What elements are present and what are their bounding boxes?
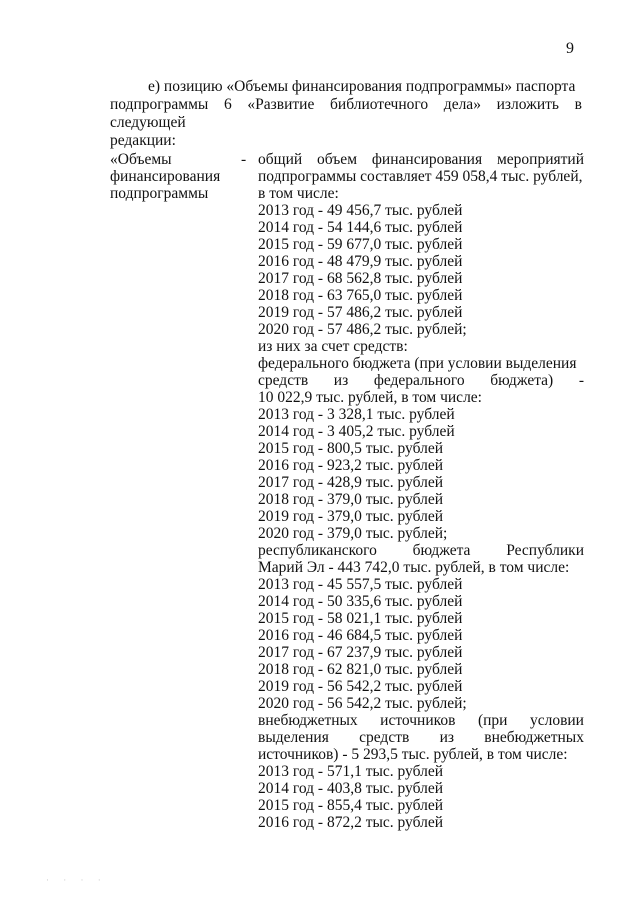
word: (при	[477, 712, 508, 729]
republic-year-line: 2015 год - 58 021,1 тыс. рублей	[258, 610, 463, 627]
extrabudget-year-line: 2013 год - 571,1 тыс. рублей	[258, 763, 444, 780]
intro-paragraph	[110, 78, 582, 150]
word: финансирования	[371, 151, 483, 168]
extrabudget-year-line: 2015 год - 855,4 тыс. рублей	[258, 797, 444, 814]
total-line-2: подпрограммы составляет 459 058,4 тыс. рублей,	[258, 168, 583, 185]
federal-line-1: федерального бюджета (при условии выделения	[258, 355, 577, 372]
word: из	[439, 729, 454, 746]
word: внебюджетных	[484, 729, 584, 746]
republic-year-line: 2018 год - 62 821,0 тыс. рублей	[258, 661, 463, 678]
word: -	[578, 372, 584, 389]
federal-year-line: 2016 год - 923,2 тыс. рублей	[258, 457, 444, 474]
republic-year-line: 2016 год - 46 684,5 тыс. рублей	[258, 627, 463, 644]
total-year-line: 2015 год - 59 677,0 тыс. рублей	[258, 236, 463, 253]
scan-specks: · · · ·	[46, 875, 107, 885]
word: федерального	[373, 372, 465, 389]
federal-year-line: 2015 год - 800,5 тыс. рублей	[258, 440, 444, 457]
word: бюджета	[412, 542, 471, 559]
page-number: 9	[566, 40, 574, 57]
word: источников	[380, 712, 456, 729]
position-label-line: финансирования	[110, 168, 221, 185]
federal-year-line: 2020 год - 379,0 тыс. рублей;	[258, 525, 448, 542]
federal-year-line: 2019 год - 379,0 тыс. рублей	[258, 508, 444, 525]
federal-year-line: 2018 год - 379,0 тыс. рублей	[258, 491, 444, 508]
word: выделения	[258, 729, 329, 746]
financing-text	[258, 151, 584, 831]
total-year-line: 2019 год - 57 486,2 тыс. рублей	[258, 304, 463, 321]
republic-line-2: Марий Эл - 443 742,0 тыс. рублей, в том числе:	[258, 559, 570, 576]
word: из	[333, 372, 349, 389]
federal-year-line: 2013 год - 3 328,1 тыс. рублей	[258, 406, 455, 423]
extrabudget-year-line: 2014 год - 403,8 тыс. рублей	[258, 780, 444, 797]
republic-line-1	[258, 542, 584, 559]
total-year-line: 2016 год - 48 479,9 тыс. рублей	[258, 253, 463, 270]
word: средств	[359, 729, 410, 746]
extrabudget-line-2	[258, 729, 584, 746]
extrabudget-year-line: 2016 год - 872,2 тыс. рублей	[258, 814, 444, 831]
word: внебюджетных	[258, 712, 358, 729]
extrabudget-line-1	[258, 712, 584, 729]
word: бюджета)	[490, 372, 554, 389]
federal-line-3: 10 022,9 тыс. рублей, в том числе:	[258, 389, 482, 406]
word: средств	[258, 372, 309, 389]
word: условии	[529, 712, 584, 729]
total-year-line: 2014 год - 54 144,6 тыс. рублей	[258, 219, 463, 236]
total-year-line: 2017 год - 68 562,8 тыс. рублей	[258, 270, 463, 287]
total-year-line: 2020 год - 57 486,2 тыс. рублей;	[258, 321, 467, 338]
total-line-1	[258, 151, 584, 168]
republic-year-line: 2013 год - 45 557,5 тыс. рублей	[258, 576, 463, 593]
separator-dash: -	[241, 151, 247, 168]
federal-line-2	[258, 372, 584, 389]
republic-year-line: 2017 год - 67 237,9 тыс. рублей	[258, 644, 463, 661]
word: республиканского	[258, 542, 377, 559]
position-label-line: подпрограммы	[110, 185, 209, 202]
intro-line-2: подпрограммы 6 «Развитие библиотечного дела» изложить в следующей	[110, 96, 582, 131]
total-year-line: 2013 год - 49 456,7 тыс. рублей	[258, 202, 463, 219]
intro-line-1: е) позицию «Объемы финансирования подпрограммы» паспорта	[148, 78, 576, 95]
republic-year-line: 2014 год - 50 335,6 тыс. рублей	[258, 593, 463, 610]
word: мероприятий	[496, 151, 584, 168]
republic-year-line: 2019 год - 56 542,2 тыс. рублей	[258, 678, 463, 695]
total-year-line: 2018 год - 63 765,0 тыс. рублей	[258, 287, 463, 304]
extrabudget-line-3: источников) - 5 293,5 тыс. рублей, в том числе:	[258, 746, 568, 763]
position-label	[110, 151, 250, 202]
word: общий	[258, 151, 303, 168]
republic-year-line: 2020 год - 56 542,2 тыс. рублей;	[258, 695, 467, 712]
word: Республики	[506, 542, 584, 559]
sources-heading: из них за счет средств:	[258, 338, 408, 355]
total-line-3: в том числе:	[258, 185, 339, 202]
federal-year-line: 2017 год - 428,9 тыс. рублей	[258, 474, 444, 491]
word: объем	[317, 151, 358, 168]
position-label-line: «Объемы	[110, 151, 172, 168]
intro-line-3: редакции:	[110, 132, 176, 149]
federal-year-line: 2014 год - 3 405,2 тыс. рублей	[258, 423, 455, 440]
